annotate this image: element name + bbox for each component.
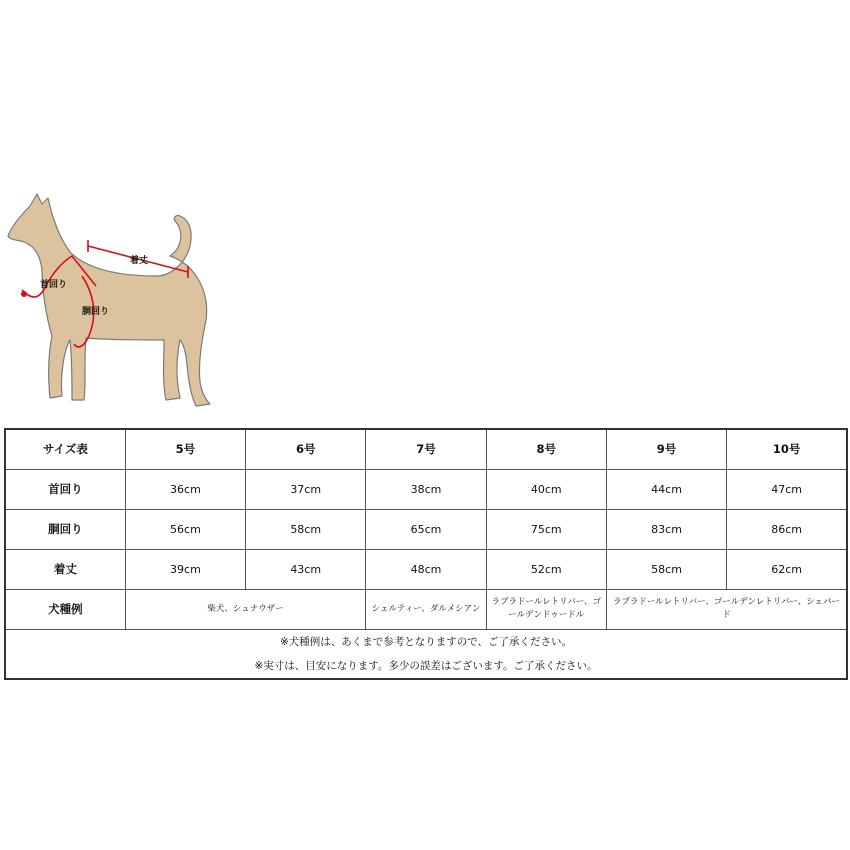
breed-group-7: シェルティー、ダルメシアン bbox=[366, 589, 486, 629]
table-row bbox=[5, 509, 847, 549]
neck-marker-dot bbox=[21, 291, 27, 297]
table-cell: 37cm bbox=[246, 469, 366, 509]
size-header-5: 5号 bbox=[125, 429, 245, 469]
size-header-7: 7号 bbox=[366, 429, 486, 469]
table-cell: 52cm bbox=[486, 549, 606, 589]
breed-group-8: ラブラドールレトリバー、ゴールデンドゥードル bbox=[486, 589, 606, 629]
neck-marker bbox=[21, 291, 27, 297]
note-row bbox=[5, 629, 847, 654]
table-cell: 62cm bbox=[727, 549, 847, 589]
dog-silhouette bbox=[8, 194, 210, 406]
table-header-row bbox=[5, 429, 847, 469]
table-cell: 48cm bbox=[366, 549, 486, 589]
row-label-chest: 胴回り bbox=[5, 509, 125, 549]
table-cell: 65cm bbox=[366, 509, 486, 549]
note-breed-reference: ※犬種例は、あくまで参考となりますので、ご了承ください。 bbox=[5, 629, 847, 654]
length-label: 着丈 bbox=[130, 256, 149, 266]
size-header-8: 8号 bbox=[486, 429, 606, 469]
table-cell: 58cm bbox=[606, 549, 726, 589]
table-cell: 44cm bbox=[606, 469, 726, 509]
dog-body bbox=[8, 194, 210, 406]
row-label-neck: 首回り bbox=[5, 469, 125, 509]
table-cell: 47cm bbox=[727, 469, 847, 509]
note-measurement-tolerance: ※実寸は、目安になります。多少の誤差はございます。ご了承ください。 bbox=[5, 654, 847, 679]
table-cell: 36cm bbox=[125, 469, 245, 509]
size-chart-title: サイズ表 bbox=[5, 429, 125, 469]
breed-example-row bbox=[5, 589, 847, 629]
table-row bbox=[5, 549, 847, 589]
dog-measurement-illustration bbox=[0, 190, 230, 420]
size-chart-table bbox=[4, 428, 848, 680]
table-cell: 75cm bbox=[486, 509, 606, 549]
note-row bbox=[5, 654, 847, 679]
size-header-6: 6号 bbox=[246, 429, 366, 469]
table-cell: 39cm bbox=[125, 549, 245, 589]
row-label-breeds: 犬種例 bbox=[5, 589, 125, 629]
table-cell: 83cm bbox=[606, 509, 726, 549]
table-cell: 40cm bbox=[486, 469, 606, 509]
row-label-length: 着丈 bbox=[5, 549, 125, 589]
breed-group-9-10: ラブラドールレトリバー、ゴールデンレトリバー、シェパード bbox=[606, 589, 847, 629]
neck-label: 首回り bbox=[40, 280, 68, 290]
table-cell: 56cm bbox=[125, 509, 245, 549]
size-header-9: 9号 bbox=[606, 429, 726, 469]
table-row bbox=[5, 469, 847, 509]
table-cell: 43cm bbox=[246, 549, 366, 589]
breed-group-5-6: 柴犬、シュナウザー bbox=[125, 589, 366, 629]
table-cell: 58cm bbox=[246, 509, 366, 549]
table-cell: 86cm bbox=[727, 509, 847, 549]
size-header-10: 10号 bbox=[727, 429, 847, 469]
table-cell: 38cm bbox=[366, 469, 486, 509]
chest-label: 胴回り bbox=[82, 307, 110, 317]
